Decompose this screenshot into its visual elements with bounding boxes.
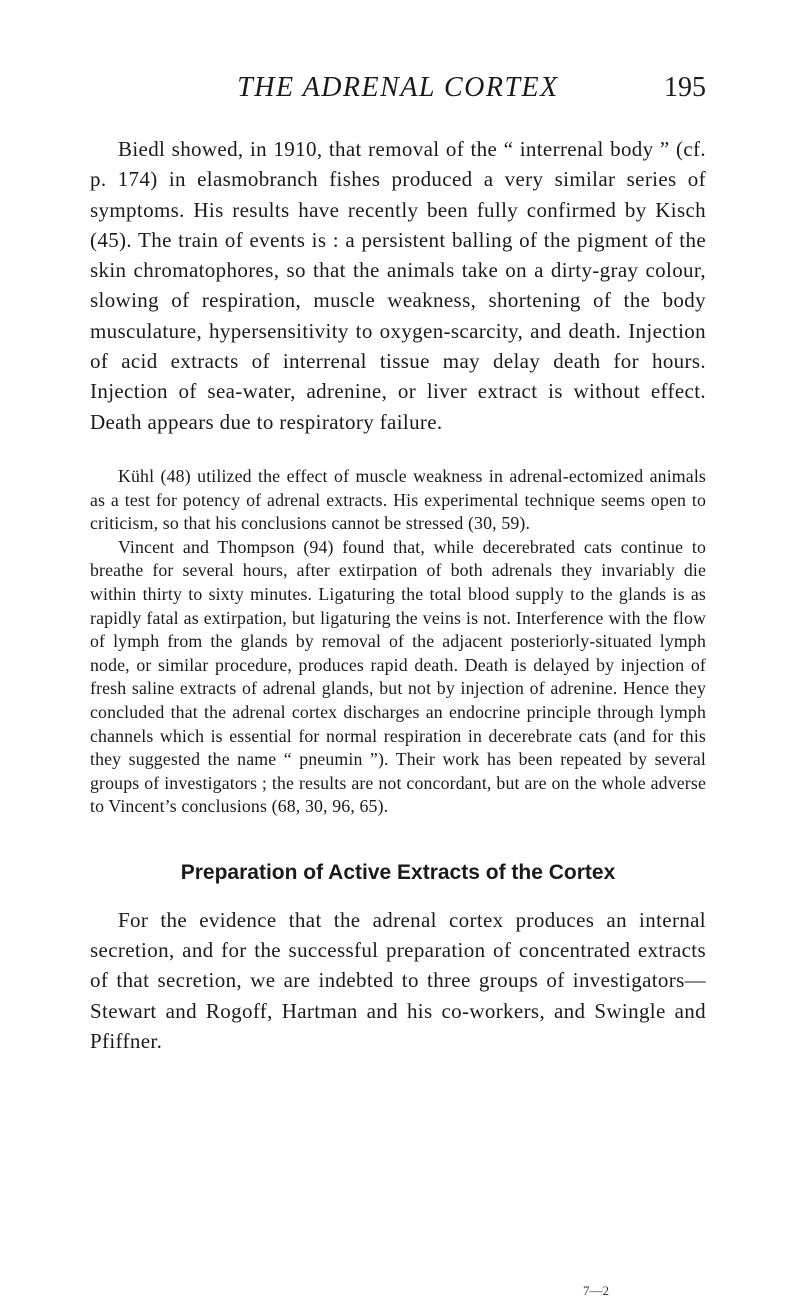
section-heading: Preparation of Active Extracts of the Cortex bbox=[180, 860, 616, 884]
document-page bbox=[90, 72, 706, 1056]
paragraph-preparation: For the evidence that the adrenal cortex produces an internal secretion, and for the successful preparation of concentrated extracts of that secretion, we are indebted to three groups of investigators—Stewart and Rogoff, Hartman and his co-workers, and Swingle and Pfiffner. bbox=[90, 907, 706, 1054]
small-print-block bbox=[90, 465, 706, 819]
paragraph-vincent-thompson: Vincent and Thompson (94) found that, while decerebrated cats continue to breathe for several hours, after extirpation of both adrenals they invariably die within thirty to sixty minutes. Ligaturing the total blood supply to the glands is as rapidly fatal as extirpation, but ligaturing the veins is not. Interference with the flow of lymph from the glands by removal of the adjacent posteriorly-situated lymph node, or similar procedure, produces rapid death. Death is delayed by injection of fresh saline extracts of adrenal glands, but not by injection of adrenine. Hence they concluded that the adrenal cortex discharges an endocrine principle through lymph channels which is essential for normal respiration in decerebrate cats (and for this they suggested the name “ pneumin ”). Their work has been repeated by several groups of investigators ; the results are not concordant, but are on the whole adverse to Vincent’s conclusions (68, 30, 96, 65). bbox=[90, 536, 706, 817]
running-title: THE ADRENAL CORTEX bbox=[237, 72, 559, 103]
paragraph-kuhl: Kühl (48) utilized the effect of muscle weakness in adrenal-ectomized animals as a test for potency of adrenal extracts. His experimental technique seems open to criticism, so that his conclusions cannot be stressed (30, 59). bbox=[90, 465, 706, 534]
paragraph-biedl: Biedl showed, in 1910, that removal of the “ interrenal body ” (cf. p. 174) in elasmobranch fishes produced a very similar series of symptoms. His results have recently been fully confirmed by Kisch (45). The train of events is : a persistent balling of the pigment of the skin chromatophores, so that the animals take on a dirty-gray colour, slowing of respiration, muscle weakness, shortening of the body musculature, hypersensitivity to oxygen-scarcity, and death. Injection of acid extracts of interrenal tissue may delay death for hours. Injection of sea-water, adrenine, or liver extract is without effect. Death appears due to respiratory failure. bbox=[90, 137, 706, 434]
page-number: 195 bbox=[664, 72, 706, 103]
running-head bbox=[90, 72, 706, 112]
signature-mark: 7—2 bbox=[583, 1283, 609, 1298]
